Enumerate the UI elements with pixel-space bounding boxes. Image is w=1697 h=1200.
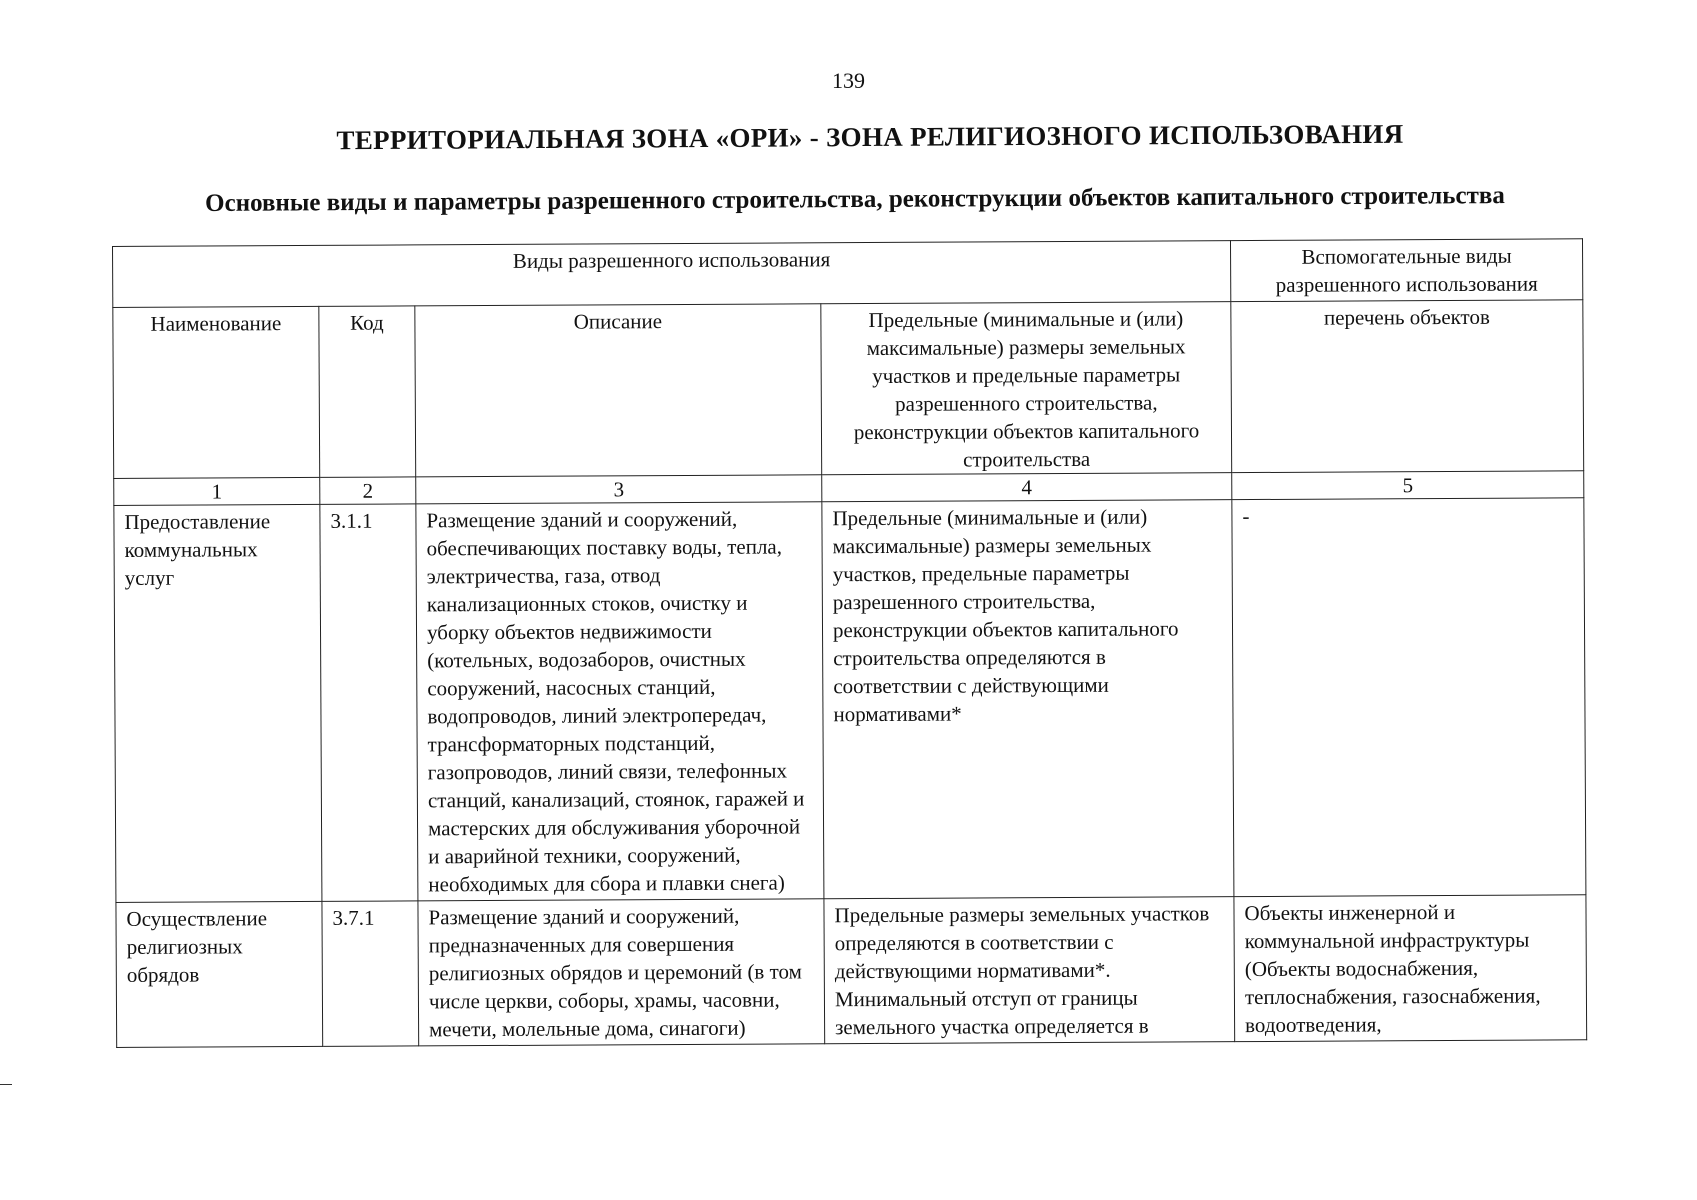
page-number: 139	[832, 68, 865, 93]
row-code: 3.1.1	[320, 504, 418, 901]
row-limits: Предельные размеры земельных участков определяются в соответствии с действующими нормативами*. Минимальный отступ от границы земельного участка определяется в	[824, 897, 1235, 1044]
column-number: 4	[822, 473, 1232, 502]
column-header-code: Код	[319, 306, 416, 478]
group-header-main: Виды разрешенного использования	[113, 241, 1231, 308]
column-header-limits: Предельные (минимальные и (или) максимальные) размеры земельных участков и предельные параметры разрешенного строительства, реконструкции объектов капитального строительства	[821, 302, 1232, 475]
row-objects: Объекты инженерной и коммунальной инфраструктуры (Объекты водоснабжения, теплоснабжения, газоснабжения, водоотведения,	[1234, 895, 1587, 1042]
column-header-row	[113, 300, 1584, 479]
group-header-row	[113, 239, 1583, 308]
column-header-description: Описание	[415, 304, 822, 477]
column-number: 3	[416, 475, 822, 504]
section-subtitle: Основные виды и параметры разрешенного строительства, реконструкции объектов капитального строительства	[205, 182, 1505, 217]
row-description: Размещение зданий и сооружений, обеспечивающих поставку воды, тепла, электричества, газа, отвод канализационных стоков, очистку и уборку объектов недвижимости (котельных, водозаборов, очистных сооружений, насосных станций, водопроводов, линий электропередач, трансформаторных подстанций, газопроводов, линий связи, телефонных станций, канализаций, стоянок, гаражей и мастерских для обслуживания уборочной и аварийной техники, сооружений, необходимых для сбора и плавки снега)	[416, 502, 824, 901]
row-limits: Предельные (минимальные и (или) максимальные) размеры земельных участков, предельные параметры разрешенного строительства, реконструкции объектов капитального строительства определяются в соответствии с действующими нормативами*	[822, 500, 1234, 899]
zone-title: ТЕРРИТОРИАЛЬНАЯ ЗОНА «ОРИ» - ЗОНА РЕЛИГИОЗНОГО ИСПОЛЬЗОВАНИЯ	[336, 118, 1404, 156]
row-objects: -	[1232, 498, 1586, 897]
column-number: 1	[114, 477, 320, 505]
column-header-name: Наименование	[113, 306, 320, 478]
table-row	[114, 498, 1586, 903]
row-name: Предоставление коммунальных услуг	[114, 504, 322, 902]
row-name: Осуществление религиозных обрядов	[116, 901, 323, 1047]
group-header-aux: Вспомогательные виды разрешенного использования	[1231, 239, 1583, 302]
permitted-use-table	[112, 238, 1587, 1048]
column-number: 2	[320, 477, 416, 505]
scan-edge-mark	[0, 1084, 12, 1085]
column-number: 5	[1232, 471, 1584, 500]
table-row	[116, 895, 1587, 1048]
row-description: Размещение зданий и сооружений, предназначенных для совершения религиозных обрядов и церемоний (в том числе церкви, соборы, храмы, часовни, мечети, молельные дома, синагоги)	[418, 899, 825, 1046]
column-header-objects: перечень объектов	[1231, 300, 1584, 473]
row-code: 3.7.1	[322, 901, 419, 1047]
